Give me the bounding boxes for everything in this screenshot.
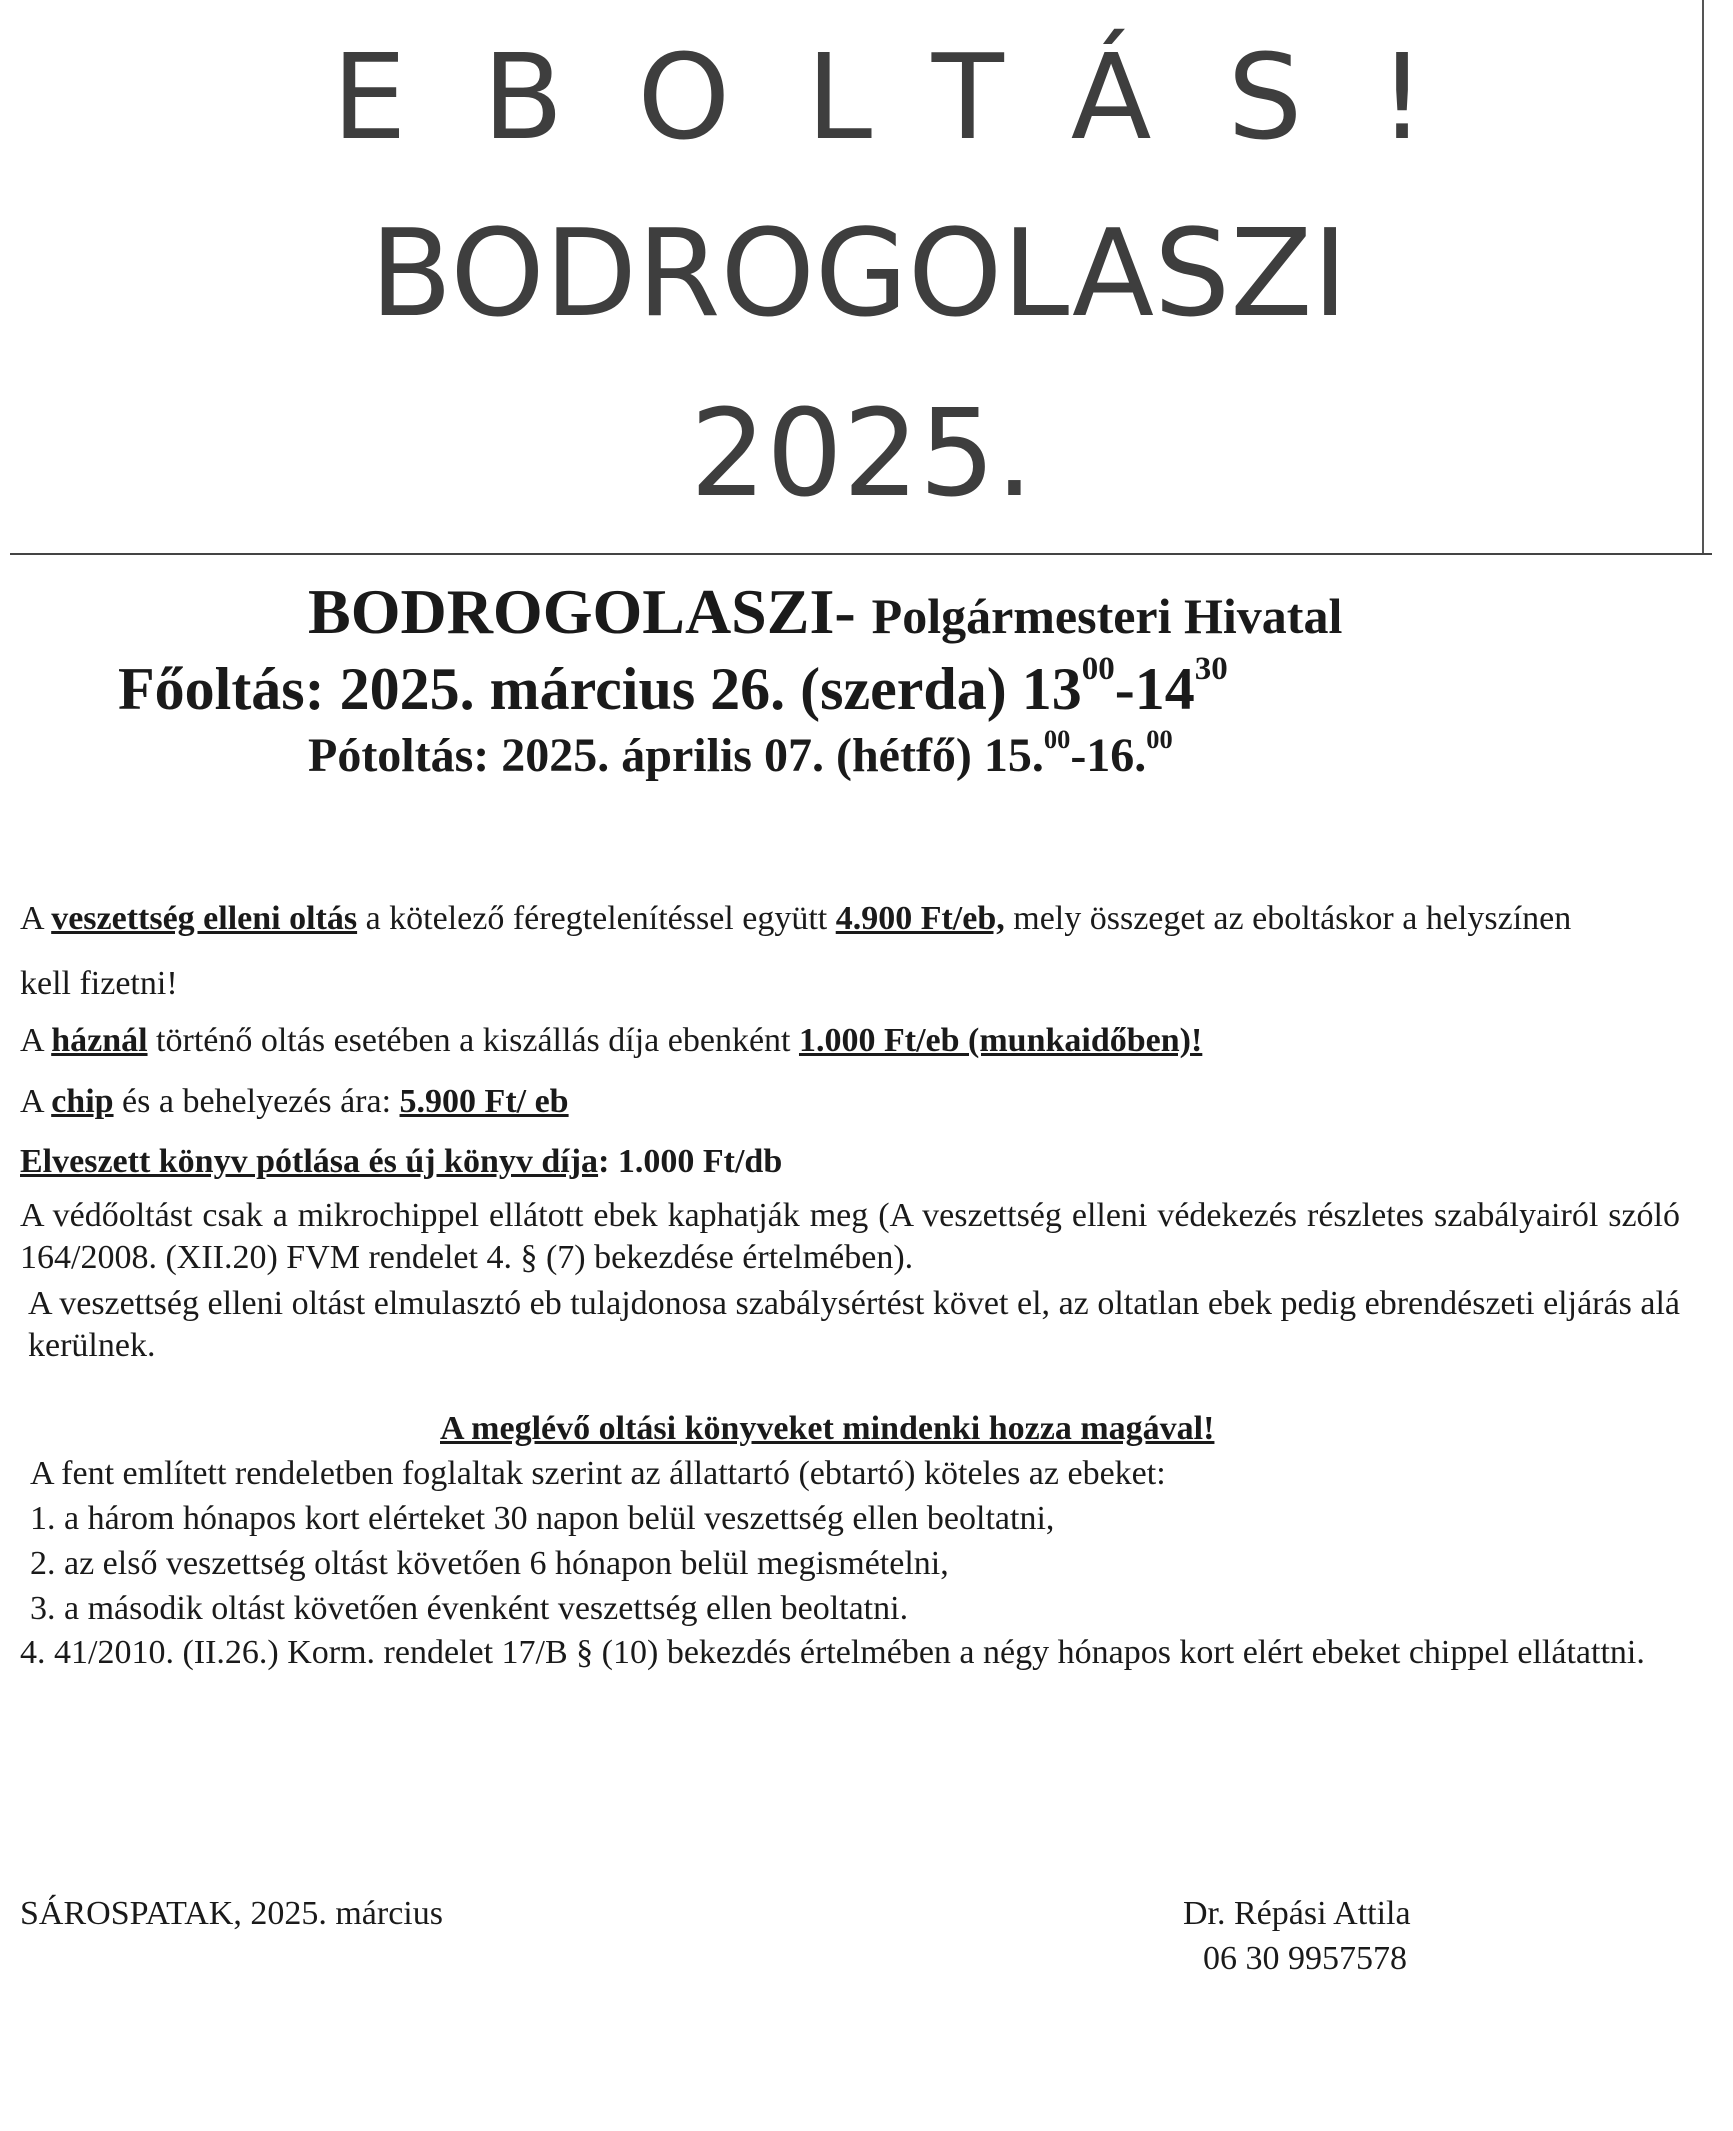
poster-title: EBOLTÁS! [332,28,1502,166]
fee-book-price: : 1.000 Ft/db [598,1143,783,1180]
fee-book-label: Elveszett könyv pótlása és új könyv díja [20,1143,599,1180]
main-vaccination-line [118,651,1228,724]
notice-heading: A meglévő oltási könyveket mindenki hozza magával! [440,1410,1215,1447]
obligation-item: 4. 41/2010. (II.26.) Korm. rendelet 17/B § (10) bekezdés értelmében a négy hónapos kort elért ebeket chippel ellátattni. [20,1634,1645,1671]
fee-chip-line [20,1083,569,1121]
penalty-paragraph: A veszettség elleni oltást elmulasztó eb tulajdonosa szabálysértést követ el, az oltatlan ebek pedig ebrendészeti eljárás alá kerülnek. [28,1285,1680,1364]
makeup-end-minutes: 00 [1146,724,1173,754]
obligation-item: 1. a három hónapos kort elérteket 30 napon belül veszettség ellen beoltatni, [30,1500,1055,1537]
footer-signer: Dr. Répási Attila [1183,1895,1411,1932]
makeup-start-minutes: 00 [1043,724,1071,754]
fee-rabies-line-2: kell fizetni! [20,965,178,1002]
obligations-intro: A fent említett rendeletben foglaltak szerint az állattartó (ebtartó) köteles az ebeket: [30,1455,1166,1492]
venue-name: BODROGOLASZI- [308,576,856,647]
fee-chip-article: A [20,1083,43,1120]
fee-rabies-line [20,900,1571,938]
footer-phone: 06 30 9957578 [1203,1940,1407,1977]
main-vaccination-dash: -14 [1114,656,1195,722]
poster-year: 2025. [690,385,1034,524]
fee-home-text: történő oltás esetében a kiszállás díja ebenként [156,1022,791,1059]
main-end-minutes: 30 [1194,651,1228,687]
fee-rabies-text: a kötelező féregtelenítéssel együtt [365,900,828,937]
fee-rabies-rest: mely összeget az eboltáskor a helyszínen [1013,900,1572,937]
obligation-item: 2. az első veszettség oltást követően 6 hónapon belül megismételni, [30,1545,949,1582]
makeup-vaccination-line [308,724,1173,783]
fee-home-subject: háznál [51,1022,148,1059]
obligation-item: 3. a második oltást követően évenként veszettség ellen beoltatni. [30,1590,909,1627]
fee-rabies-subject: veszettség elleni oltás [51,900,358,937]
venue-line [308,575,1342,649]
fee-chip-text: és a behelyezés ára: [122,1083,392,1120]
header-divider [10,553,1712,555]
poster-place: BODROGOLASZI [370,205,1348,344]
fee-rabies-price: 4.900 Ft/eb, [835,900,1005,937]
fee-chip-price: 5.900 Ft/ eb [399,1083,569,1120]
chip-rule-paragraph: A védőoltást csak a mikrochippel ellátott ebek kaphatják meg (A veszettség elleni védekezés részletes szabályairól szóló 164/2008. (XII.20) FVM rendelet 4. § (7) bekezdése értelmében). [20,1197,1680,1276]
footer-place-date: SÁROSPATAK, 2025. március [20,1895,443,1932]
makeup-vaccination-label: Pótoltás: 2025. április 07. (hétfő) 15. [308,729,1044,782]
fee-chip-subject: chip [51,1083,114,1120]
fee-rabies-article: A [20,900,43,937]
fee-home-price: 1.000 Ft/eb (munkaidőben)! [798,1022,1203,1059]
fee-book-line [20,1143,782,1181]
main-vaccination-label: Főoltás: 2025. március 26. (szerda) 13 [118,656,1082,722]
right-border-line [1702,0,1704,555]
makeup-vaccination-dash: -16. [1070,729,1147,782]
fee-home-line [20,1022,1202,1060]
fee-home-article: A [20,1022,43,1059]
main-start-minutes: 00 [1081,651,1115,687]
venue-office: Polgármesteri Hivatal [871,588,1343,644]
